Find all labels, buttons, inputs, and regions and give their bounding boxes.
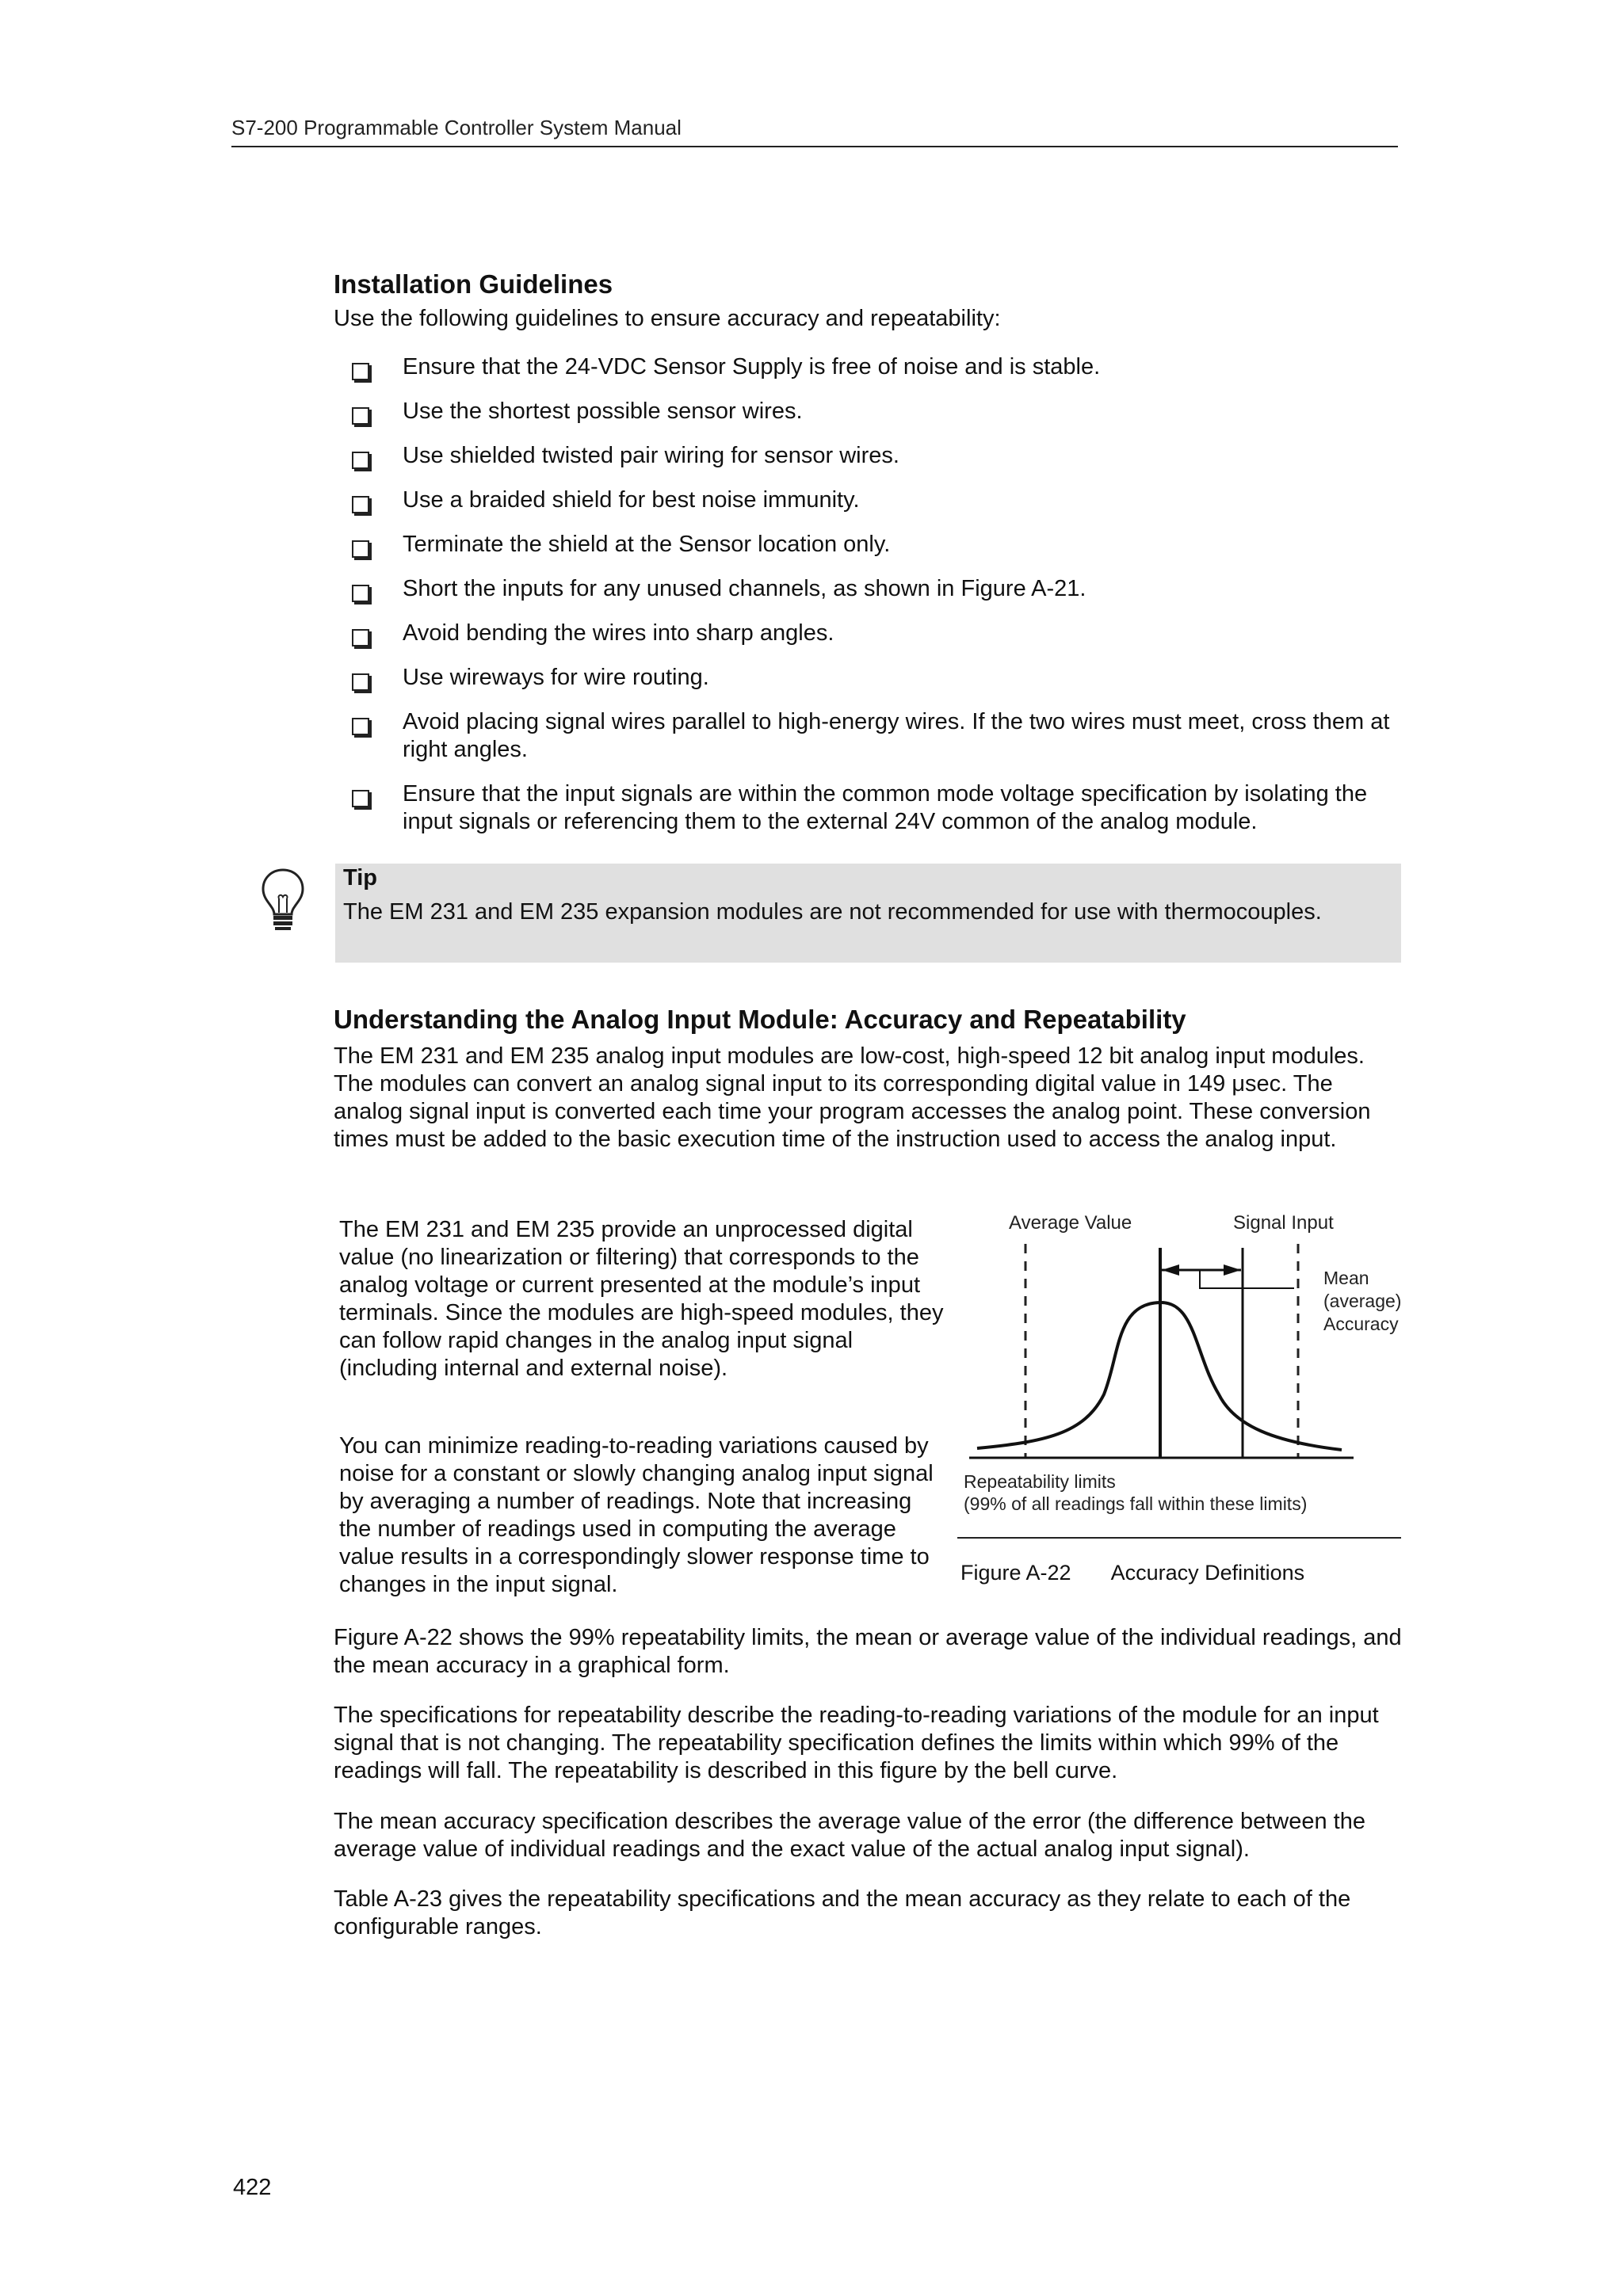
repeatability-limits-label: Repeatability limits — [964, 1471, 1116, 1492]
list-item: Use the shortest possible sensor wires. — [333, 398, 1403, 425]
figure-caption — [960, 1561, 1344, 1585]
checkbox-bullet-icon — [352, 363, 369, 380]
checkbox-bullet-icon — [352, 790, 369, 807]
list-item: Terminate the shield at the Sensor location only. — [333, 531, 1403, 559]
arrow-left-icon — [1162, 1264, 1179, 1276]
section-intro-installation: Use the following guidelines to ensure accuracy and repeatability: — [334, 306, 1001, 331]
figure-title: Accuracy Definitions — [1110, 1561, 1305, 1585]
body-paragraph: Table A-23 gives the repeatability specifications and the mean accuracy as they relate to each of the configurable ranges. — [334, 1886, 1351, 1939]
body-paragraph: You can minimize reading-to-reading variations caused by noise for a constant or slowly changing analog input signal by averaging a number of readings. Note that increasing the number of readings used in computing the average value results in a correspondingly slower response time to changes in the input signal. — [339, 1433, 934, 1597]
mean-accuracy-leader — [1200, 1270, 1294, 1288]
checkbox-bullet-icon — [352, 629, 369, 646]
body-paragraph: The mean accuracy specification describes the average value of the error (the difference between the average value of individual readings and the exact value of the actual analog input signal). — [334, 1809, 1365, 1862]
guideline-list — [333, 353, 1403, 852]
checkbox-bullet-icon — [352, 718, 369, 735]
average-label: (average) — [1323, 1291, 1402, 1311]
list-item: Avoid placing signal wires parallel to high-energy wires. If the two wires must meet, cross them at right angles. — [333, 708, 1403, 764]
average-value-label: Average Value — [1009, 1212, 1132, 1234]
checkbox-bullet-icon — [352, 585, 369, 602]
page-number: 422 — [233, 2175, 272, 2200]
repeatability-note: (99% of all readings fall within these limits) — [964, 1493, 1308, 1514]
mean-label: Mean — [1323, 1268, 1369, 1288]
list-item: Use a braided shield for best noise immunity. — [333, 486, 1403, 514]
checkbox-bullet-icon — [352, 673, 369, 691]
body-paragraph: The EM 231 and EM 235 provide an unprocessed digital value (no linearization or filtering) that corresponds to the analog voltage or current presented at the module’s input terminals. Since the modules are high-speed modules, they can follow rapid changes in the analog input signal (including internal and external noise). — [339, 1217, 944, 1381]
accuracy-label: Accuracy — [1323, 1314, 1399, 1334]
checkbox-bullet-icon — [352, 407, 369, 425]
list-item: Use wireways for wire routing. — [333, 664, 1403, 692]
checkbox-bullet-icon — [352, 540, 369, 558]
body-paragraph: Figure A-22 shows the 99% repeatability limits, the mean or average value of the individual readings, and the mean accuracy in a graphical form. — [334, 1625, 1402, 1678]
checkbox-bullet-icon — [352, 496, 369, 513]
figure-caption-rule — [957, 1537, 1401, 1539]
checkbox-bullet-icon — [352, 452, 369, 469]
section-heading-installation: Installation Guidelines — [334, 269, 613, 299]
header-rule — [231, 146, 1398, 147]
body-paragraph: The specifications for repeatability describe the reading-to-reading variations of the module for an input signal that is not changing. The repeatability specification defines the limits within which 99% of the readings will fall. The repeatability is described in this figure by the bell curve. — [334, 1703, 1379, 1783]
signal-input-label: Signal Input — [1233, 1212, 1334, 1234]
section-heading-analog: Understanding the Analog Input Module: Accuracy and Repeatability — [334, 1005, 1186, 1034]
list-item: Avoid bending the wires into sharp angles. — [333, 620, 1403, 647]
lightbulb-icon — [258, 867, 307, 932]
section-intro-analog: The EM 231 and EM 235 analog input modules are low-cost, high-speed 12 bit analog input modules. The modules can convert an analog signal input to its corresponding digital value in 149 μsec. The analog signal input is converted each time your program accesses the analog point. These conversion times must be added to the basic execution time of the instruction used to access the analog input. — [334, 1043, 1371, 1152]
list-item: Use shielded twisted pair wiring for sensor wires. — [333, 442, 1403, 470]
arrow-right-icon — [1224, 1264, 1241, 1276]
tip-label: Tip — [343, 865, 377, 891]
accuracy-definitions-figure — [957, 1204, 1409, 1537]
figure-number: Figure A-22 — [960, 1561, 1071, 1585]
tip-text: The EM 231 and EM 235 expansion modules are not recommended for use with thermocouples. — [343, 899, 1322, 925]
list-item: Short the inputs for any unused channels, as shown in Figure A-21. — [333, 575, 1403, 603]
running-header: S7-200 Programmable Controller System Manual — [231, 116, 682, 139]
list-item: Ensure that the input signals are within the common mode voltage specification by isolating the input signals or referencing them to the external 24V common of the analog module. — [333, 780, 1403, 836]
list-item: Ensure that the 24-VDC Sensor Supply is free of noise and is stable. — [333, 353, 1403, 381]
